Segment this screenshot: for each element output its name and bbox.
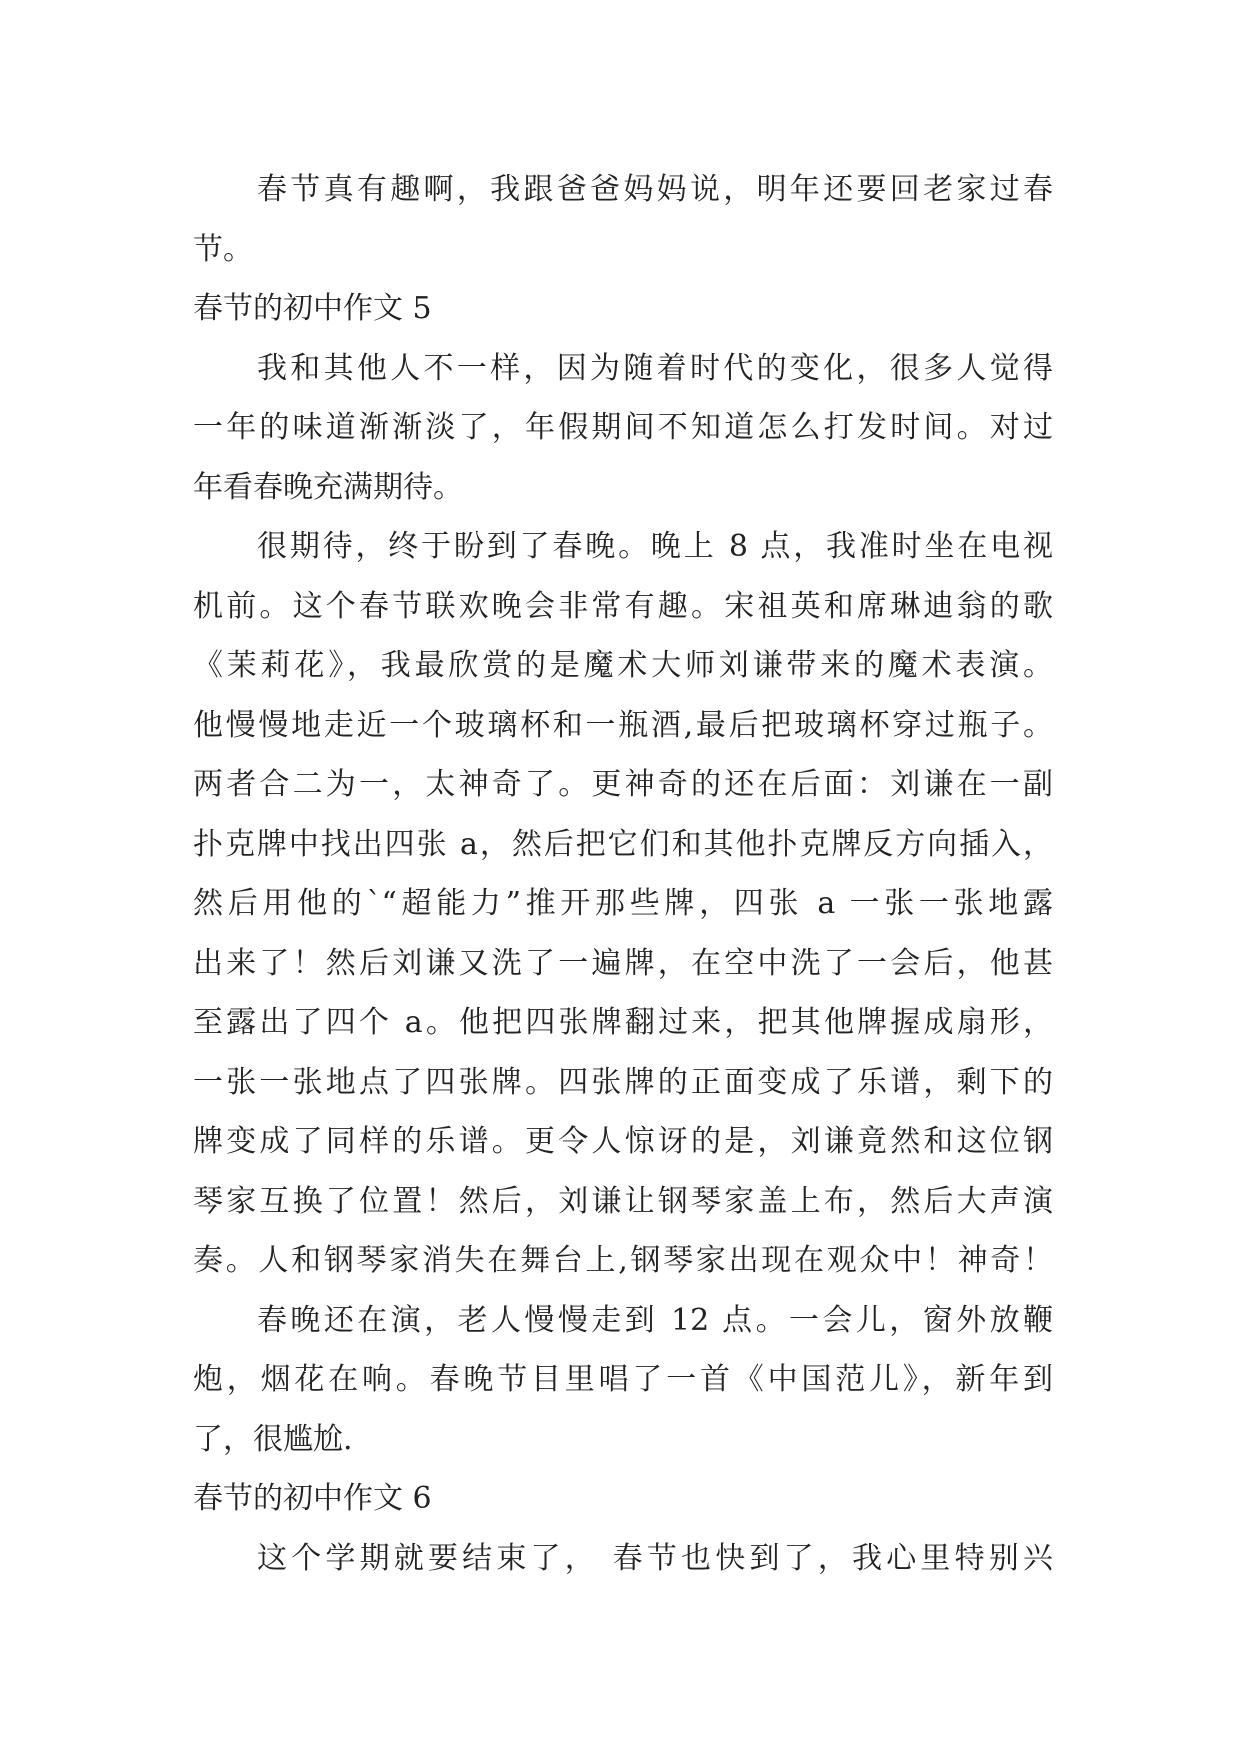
text-line: 他慢慢地走近一个玻璃杯和一瓶酒,最后把玻璃杯穿过瓶子。 (193, 707, 1053, 743)
text-line: 两者合二为一，太神奇了。更神奇的还在后面：刘谦在一副 (193, 767, 1053, 802)
section-heading: 春节的初中作文 6 (193, 1481, 432, 1516)
text-line: 年看春晚充满期待。 (193, 469, 463, 505)
document-body (193, 160, 1053, 1588)
text-line: 琴家互换了位置！然后，刘谦让钢琴家盖上布，然后大声演 (193, 1183, 1053, 1219)
text-line: 我和其他人不一样，因为随着时代的变化，很多人觉得 (257, 350, 1053, 386)
text-line: 一年的味道渐渐淡了，年假期间不知道怎么打发时间。对过 (193, 410, 1053, 445)
text-line: 春节真有趣啊，我跟爸爸妈妈说，明年还要回老家过春 (257, 172, 1053, 207)
text-line: 这个学期就要结束了， 春节也快到了，我心里特别兴 (257, 1540, 1053, 1576)
text-line: 春晚还在演，老人慢慢走到 12 点。一会儿，窗外放鞭 (257, 1302, 1053, 1338)
text-line: 牌变成了同样的乐谱。更令人惊讶的是，刘谦竟然和这位钢 (193, 1124, 1053, 1159)
text-line: 机前。这个春节联欢晚会非常有趣。宋祖英和席琳迪翁的歌 (193, 588, 1053, 624)
text-line: 炮，烟花在响。春晚节目里唱了一首《中国范儿》，新年到 (193, 1362, 1053, 1397)
text-line: 扑克牌中找出四张 a，然后把它们和其他扑克牌反方向插入， (193, 826, 1053, 862)
text-line: 至露出了四个 a。他把四张牌翻过来，把其他牌握成扇形， (193, 1005, 1053, 1040)
text-line: 节。 (193, 231, 253, 267)
text-line: 了，很尴尬. (193, 1421, 353, 1457)
text-line: 一张一张地点了四张牌。四张牌的正面变成了乐谱，剩下的 (193, 1064, 1053, 1100)
section-heading: 春节的初中作文 5 (193, 291, 432, 326)
text-line: 《茉莉花》，我最欣赏的是魔术大师刘谦带来的魔术表演。 (193, 648, 1053, 683)
text-line: 很期待，终于盼到了春晚。晚上 8 点，我准时坐在电视 (257, 529, 1053, 564)
text-line: 出来了！然后刘谦又洗了一遍牌，在空中洗了一会后，他甚 (193, 945, 1053, 981)
text-line: 然后用他的`“超能力”推开那些牌，四张 a 一张一张地露 (193, 886, 1053, 921)
text-line: 奏。人和钢琴家消失在舞台上,钢琴家出现在观众中！神奇！ (193, 1243, 1053, 1278)
